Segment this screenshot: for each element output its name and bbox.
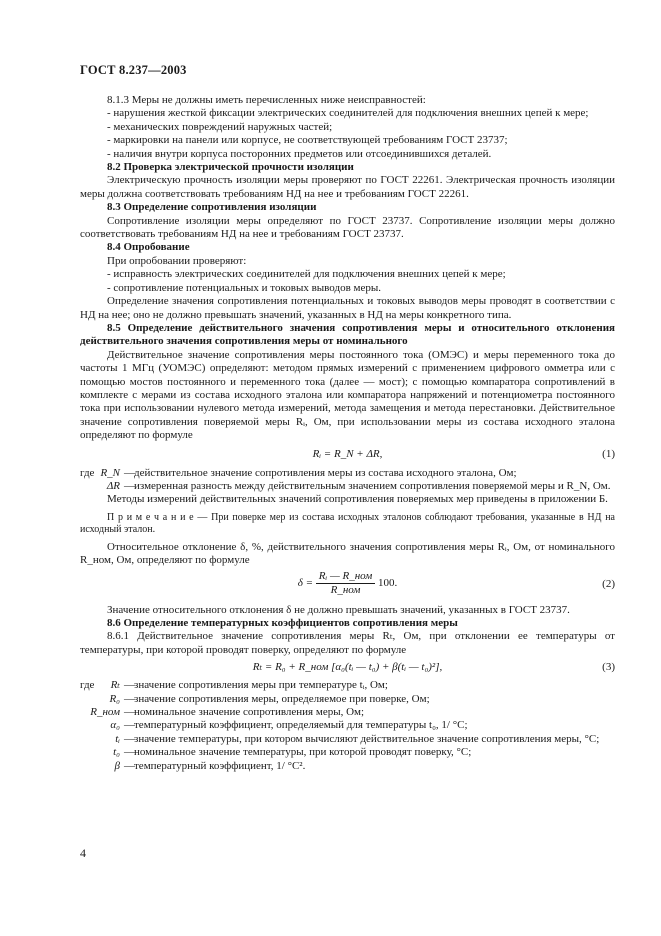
s86-text1: 8.6.1 Действительное значение сопротивления меры Rₜ, Ом, при отклонении ее температуры от температуры, при которой проводят поверку, определяют по формуле [80,630,615,656]
where-dash: — [124,466,135,479]
where-symbol: tᵢ [115,732,120,745]
list-item: - механических повреждений наружных частей; [107,120,333,133]
where-text: температурный коэффициент, 1/ °С². [134,759,306,772]
where-text: значение сопротивления меры при температуре tᵢ, Ом; [134,679,388,692]
where-symbol: R_N [100,466,120,479]
where-symbol: t₀ [113,746,120,759]
s85-text2: Методы измерений действительных значений сопротивления поверяемых мер приведены в приложении Б. [107,493,608,506]
where-text: измеренная разность между действительным значением сопротивления поверяемой меры и R_N, Ом. [134,479,611,492]
where-dash: — [124,732,135,745]
formula-2-number: (2) [602,577,615,590]
list-item: - сопротивление потенциальных и токовых выводов меры. [107,281,381,294]
where-label: где [80,679,95,692]
where-row [80,693,615,706]
where-symbol: R_ном [90,706,120,719]
formula-2 [80,568,615,604]
where-text: значение сопротивления меры, определяемое при поверке, Ом; [134,692,430,705]
where-dash: — [124,746,135,759]
where-symbol: Rₜ [110,679,120,692]
formula-2-numerator: Rᵢ — R_ном [316,570,376,584]
where-text: температурный коэффициент, определяемый для температуры t₀, 1/ °С; [134,719,468,732]
where-symbol: R₀ [109,692,120,705]
s85-text3: Относительное отклонение δ, %, действительного значения сопротивления меры Rᵢ, Ом, от номинального R_ном, Ом, определяют по формуле [80,540,615,567]
document-body [80,94,615,773]
where-row [80,480,615,493]
s82-text: Электрическую прочность изоляции меры проверяют по ГОСТ 22261. Электрическая прочность изоляции меры должна соответствовать требованиям НД на нее и требованиям ГОСТ 22261. [80,174,615,200]
where-symbol: ΔR [106,479,120,492]
formula-3-number: (3) [602,661,615,674]
formula-3-expr: Rₜ = R₀ + R_ном [α₀(tᵢ — t₀) + β(tᵢ — t₀)²], [252,661,443,674]
where-dash: — [124,759,135,772]
where-row [80,467,615,480]
section-heading-8-2: 8.2 Проверка электрической прочности изоляции [107,161,354,174]
where-row [80,719,615,732]
where-symbol: β [114,759,120,772]
where-text: номинальное значение сопротивления меры, Ом; [134,706,365,719]
where-text: номинальное значение температуры, при которой проводят поверку, °С; [134,746,472,759]
where-symbol: α₀ [110,719,120,732]
where-label: где [80,466,95,479]
where-dash: — [124,706,135,719]
formula-2-fraction [316,570,376,598]
s85-text4: Значение относительного отклонения δ не должно превышать значений, указанных в ГОСТ 23737. [107,603,570,616]
formula-2-expr [80,570,615,598]
formula-3 [80,657,615,679]
where-text: действительное значение сопротивления меры из состава исходного эталона, Ом; [134,466,517,479]
where-dash: — [124,692,135,705]
where-text: значение температуры, при котором вычисляют действительное значение сопротивления меры, °С; [134,732,600,745]
s84-text: Определение значения сопротивления потенциальных и токовых выводов меры проводят в соответствии с НД на нее; оно не должно превышать значений, указанных в НД на меры конкретного типа. [80,295,615,321]
where-row [80,760,615,773]
list-item: - нарушения жесткой фиксации электрических соединителей для подключения внешних цепей к мере; [107,107,589,120]
where-row [80,706,615,719]
formula-2-right: 100. [378,576,398,589]
section-heading-8-6: 8.6 Определение температурных коэффициентов сопротивления меры [107,617,458,629]
document-header: ГОСТ 8.237—2003 [80,63,187,77]
where-row [80,733,615,746]
formula-2-denominator: R_ном [330,584,361,596]
section-heading-8-4: 8.4 Опробование [107,241,190,254]
where-dash: — [124,719,135,732]
formula-1 [80,445,615,467]
where-dash: — [124,479,135,492]
section-heading-8-3: 8.3 Определение сопротивления изоляции [107,201,317,214]
s813-intro: 8.1.3 Меры не должны иметь перечисленных ниже неисправностей: [107,94,426,106]
list-item: - наличия внутри корпуса посторонних предметов или отсоединившихся деталей. [107,147,492,160]
formula-1-number: (1) [602,447,615,460]
s83-text: Сопротивление изоляции меры определяют по ГОСТ 23737. Сопротивление изоляции меры должно соответствовать требованиям НД на нее и требованиям ГОСТ 23737. [80,214,615,241]
section-heading-8-5: 8.5 Определение действительного значения сопротивления меры и относительного отклонения действительного значения сопротивления меры от номинального [80,321,615,348]
list-item: - исправность электрических соединителей для подключения внешних цепей к мере; [107,268,506,281]
s84-intro: При опробовании проверяют: [107,254,247,267]
list-item: - маркировки на панели или корпусе, не соответствующей требованиям ГОСТ 23737; [107,134,508,147]
where-dash: — [124,679,135,692]
where-row [80,746,615,759]
note: П р и м е ч а н и е — При поверке мер из состава исходных эталонов соблюдают требования, указанные в НД на исходный эталон. [80,511,615,535]
formula-2-left: δ = [297,576,313,589]
s85-text1: Действительное значение сопротивления меры постоянного тока (ОМЭС) и меры переменного тока до частоты 1 МГц (УОМЭС) определяют: методом прямых измерений с применением цифрового омметра или с помощью мостов постоянного и переменного тока (далее — мост); с помощью компаратора сопротивлений в комплекте с мерами из состава исходного эталона или компаратора напряжений и потенциометра постоянного тока при использовании нулевого метода измерений, метода замещения и метода перестановки. Действительное значение сопротивления поверяемой меры Rᵢ, Ом, при использовании меры из состава исходного эталона определяют по формуле [80,348,615,442]
formula-1-expr: Rᵢ = R_N + ΔR, [312,447,383,460]
page-number: 4 [80,846,86,860]
where-row [80,679,615,692]
